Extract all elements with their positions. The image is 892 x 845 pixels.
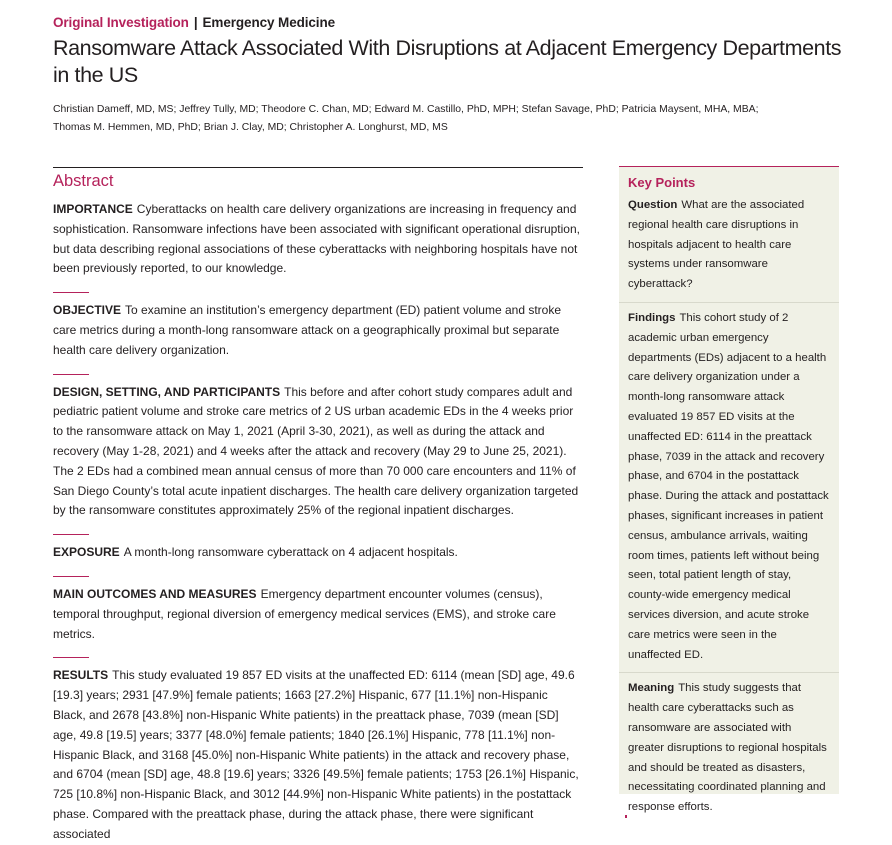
section-divider [53,657,89,658]
page-marker [625,815,627,818]
author-line-2: Thomas M. Hemmen, MD, PhD; Brian J. Clay, MD; Christopher A. Longhurst, MD, MS [53,121,448,133]
section-text: To examine an institution’s emergency department (ED) patient volume and stroke care metrics during a month-long ransomware attack on a geographically proximal but separate health care delivery organization. [53,303,562,357]
section-text: This study evaluated 19 857 ED visits at the unaffected ED: 6114 (mean [SD] age, 49.6 [19.3] years; 2931 [47.9%] female patients; 1663 [27.2%] Hispanic, 677 [11.1%] non-Hispanic Black, and 2678 [43.8%] non-Hispanic White patients) in the preattack phase, 7039 (mean [SD] age, 49.8 [19.5] years; 3377 [48.0%] female patients; 1840 [26.1%] Hispanic, 778 [11.1%] non-Hispanic Black, and 3168 [45.0%] non-Hispanic White patients) in the attack and recovery phase, and 6704 (mean [SD] age, 48.8 [19.6] years; 3326 [49.5%] female patients; 1753 [26.1%] Hispanic, 725 [10.8%] non-Hispanic Black, and 3012 [44.9%] non-Hispanic White patients) in the postattack phase. Compared with the preattack phase, during the attack phase, there were significant associated [53,668,579,841]
article-title: Ransomware Attack Associated With Disruptions at Adjacent Emergency Departments in the US [53,36,842,87]
key-point-divider [619,302,839,303]
abstract-importance [53,200,583,279]
key-point-findings [628,309,830,665]
article-topic-label: Emergency Medicine [202,15,336,30]
section-label: DESIGN, SETTING, AND PARTICIPANTS [53,384,281,399]
section-text: Emergency department encounter volumes (census), temporal throughput, regional diversion of emergency medical services (EMS), and stroke care metrics. [53,586,556,641]
key-point-divider [619,672,839,673]
key-point-meaning [628,679,830,818]
article-section-label: Original Investigation [53,15,189,30]
section-text: A month-long ransomware cyberattack on 4 adjacent hospitals. [123,545,458,560]
key-points-heading: Key Points [628,175,696,190]
section-divider [53,374,89,375]
key-point-label: Meaning [628,682,675,695]
abstract-design [53,383,583,522]
author-line-1: Christian Dameff, MD, MS; Jeffrey Tully, MD; Theodore C. Chan, MD; Edward M. Castillo, PhD, MPH; Stefan Savage, PhD; Patricia Maysent, MHA, MBA; [53,104,759,115]
author-list [53,101,793,136]
abstract-results [53,666,583,844]
section-text: This before and after cohort study compares adult and pediatric patient volume and stroke care metrics of 2 US urban academic EDs in the 4 weeks prior to the ransomware attack on May 1, 2021 (April 3-30, 2021), as well as during the attack and recovery (May 1-28, 2021) and 4 weeks after the attack and recovery (May 29 to June 25, 2021). The 2 EDs had a combined mean annual census of more than 70 000 care encounters and 11% of San Diego County’s total acute inpatient discharges. The health care delivery organization targeted by the ransomware constitutes approximately 25% of the regional inpatient discharges. [53,384,579,518]
header-separator: | [193,15,198,30]
section-divider [53,292,89,293]
section-text: Cyberattacks on health care delivery organizations are increasing in frequency and sophistication. Ransomware infections have been associated with significant operational disruption, but data describing regional associations of these cyberattacks with neighboring hospitals have not been previously reported, to our knowledge. [53,202,580,276]
section-label: IMPORTANCE [53,202,133,216]
section-label: MAIN OUTCOMES AND MEASURES [53,586,257,601]
section-divider [53,576,89,577]
abstract-column [53,167,583,845]
section-label: OBJECTIVE [53,303,122,318]
article-type-header [53,15,335,30]
key-point-label: Question [628,199,678,211]
abstract-objective [53,301,583,360]
section-divider [53,534,89,535]
key-point-text: This cohort study of 2 academic urban emergency departments (EDs) adjacent to a health care delivery organization under a month-long ransomware attack evaluated 19 857 ED visits at the unaffected ED: 6114 in the preattack phase, 7039 in the attack and recovery phase, and 6704 in the postattack phase. During the attack and postattack phases, significant increases in patient census, ambulance arrivals, waiting room times, patients left without being seen, total patient length of stay, county-wide emergency medical services diversion, and acute stroke care metrics were seen in the unaffected ED. [628,311,829,661]
key-points-box [619,166,839,814]
section-label: RESULTS [53,668,109,683]
key-point-text: What are the associated regional health care disruptions in hospitals adjacent to health care systems under ransomware cyberattack? [628,199,805,291]
key-point-label: Findings [628,311,676,324]
abstract-heading: Abstract [53,172,114,190]
section-label: EXPOSURE [53,545,120,560]
abstract-outcomes [53,585,583,644]
key-point-text: This study suggests that health care cyberattacks such as ransomware are associated with greater disruptions to regional hospitals and should be treated as disasters, necessitating coordinated planning and response efforts. [628,682,827,814]
key-point-question [628,196,830,295]
abstract-exposure [53,543,583,563]
